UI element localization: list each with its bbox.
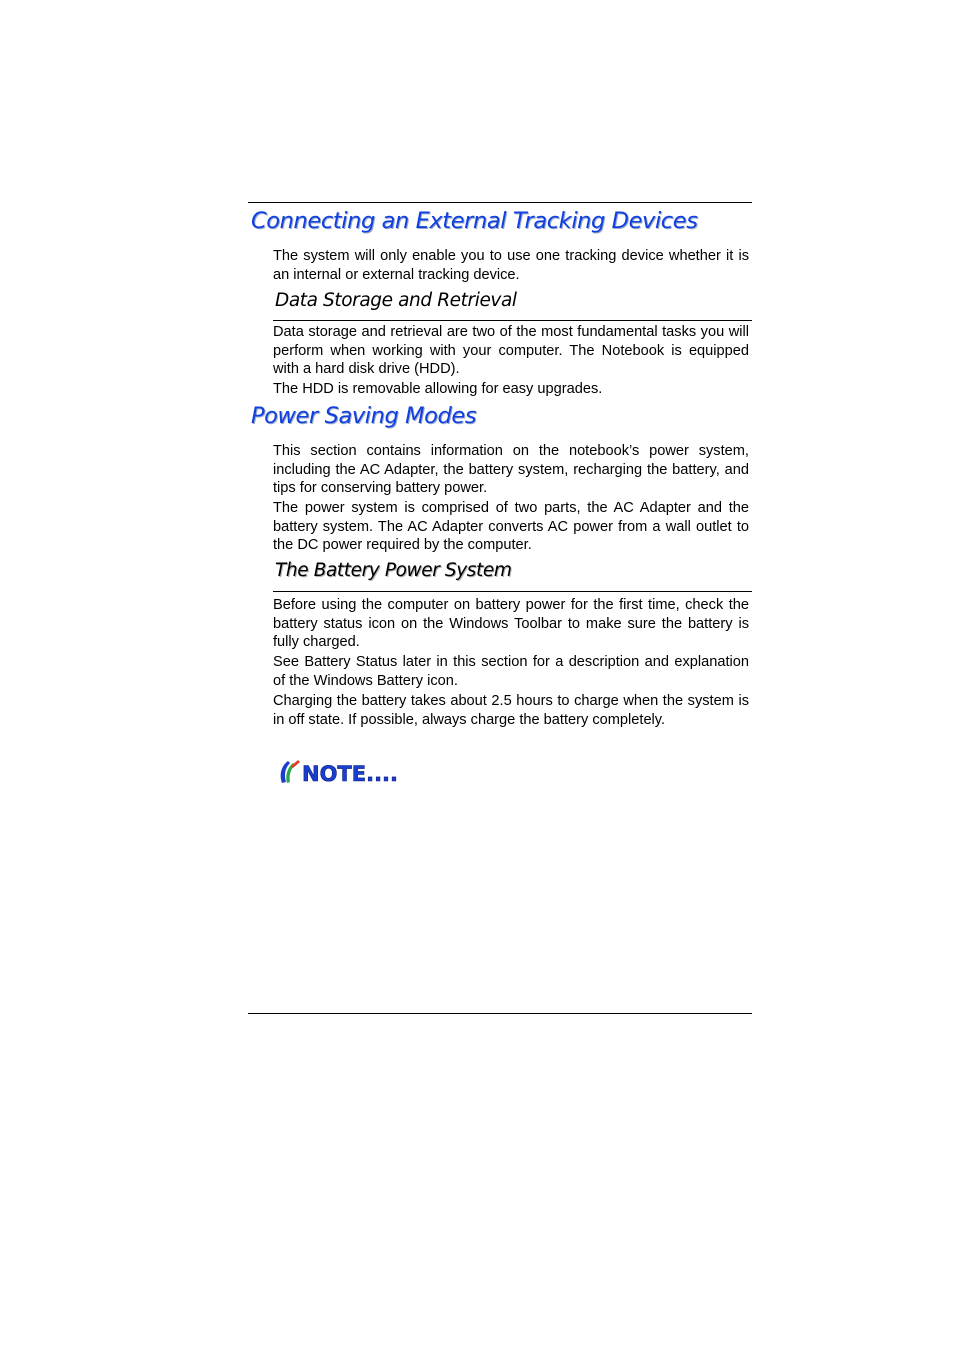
paragraph-power-saving-1: This section contains information on the notebook’s power system, including the AC Adapter, the battery system, recharging the battery, and tips for conserving battery power.	[273, 443, 749, 497]
note-callout	[276, 757, 416, 787]
paragraph-data-storage-1: Data storage and retrieval are two of the most fundamental tasks you will perform when working with your computer. The Notebook is equipped with a hard disk drive (HDD).	[273, 324, 749, 378]
top-rule	[248, 202, 752, 203]
paragraph-power-saving-2: The power system is comprised of two parts, the AC Adapter and the battery system. The AC Adapter converts AC power from a wall outlet to the DC power required by the computer.	[273, 500, 749, 554]
paragraph-battery-3: Charging the battery takes about 2.5 hours to charge when the system is in off state. If possible, always charge the battery completely.	[273, 693, 749, 728]
subsection-title-data-storage: Data Storage and Retrieval	[275, 290, 517, 311]
note-pen-icon	[276, 757, 416, 787]
subsection-rule	[273, 591, 752, 592]
paragraph-data-storage-2: The HDD is removable allowing for easy upgrades.	[273, 381, 603, 397]
paragraph-battery-1: Before using the computer on battery power for the first time, check the battery status icon on the Windows Toolbar to make sure the battery is fully charged.	[273, 597, 749, 651]
bottom-rule	[248, 1013, 752, 1014]
paragraph-tracking: The system will only enable you to use one tracking device whether it is an internal or external tracking device.	[273, 248, 749, 283]
subsection-rule	[273, 320, 752, 321]
paragraph-battery-2: See Battery Status later in this section for a description and explanation of the Windows Battery icon.	[273, 654, 749, 689]
subsection-title-battery: The Battery Power System	[275, 560, 512, 581]
note-label: NOTE....	[302, 762, 399, 786]
section-title-power-saving: Power Saving Modes	[251, 403, 477, 429]
section-title-tracking: Connecting an External Tracking Devices	[251, 208, 698, 234]
